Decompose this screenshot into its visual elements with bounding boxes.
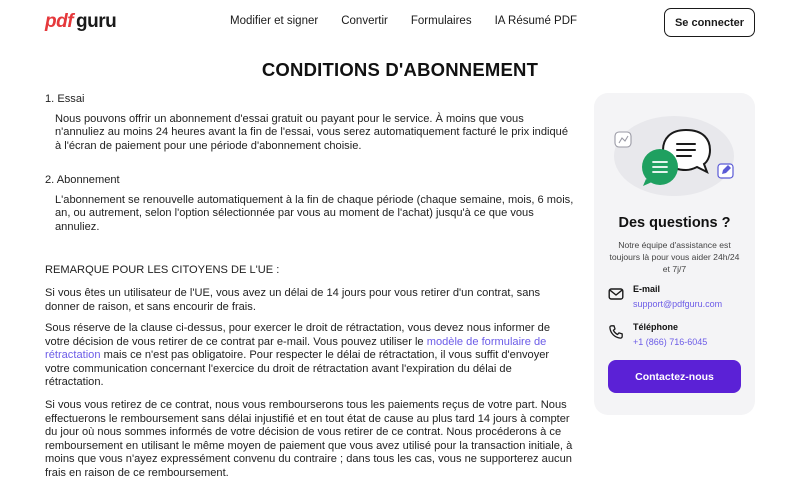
phone-link[interactable]: +1 (866) 716-6045 [633, 337, 708, 347]
logo-pdf-text: pdf [45, 11, 74, 32]
eu-paragraph-3: Si vous vous retirez de ce contrat, nous vous rembourserons tous les paiements reçus de votre part. Nous effectuerons le remboursement sans délai injustifié et en tout état de cause au plus tard 14 jours à compter du jour où nous sommes informés de votre décision de vous retirer de ce contrat. Nous procéderons à ce remboursement en utilisant le même moyen de paiement que vous avez utilisé pour la transaction initiale, à moins que vous n'ayez expressément convenu du contraire ; dans tous les cas, vous ne supporterez aucun frais en raison de ce remboursement. [45, 399, 573, 479]
support-subtitle: Notre équipe d'assistance est toujours là pour vous aider 24h/24 et 7j/7 [609, 240, 740, 274]
subscription-heading: 2. Abonnement [45, 174, 120, 186]
eu-paragraph-2 [45, 322, 565, 390]
email-contact [608, 284, 748, 314]
email-label: E-mail [633, 284, 661, 294]
support-title: Des questions ? [618, 215, 731, 231]
nav-item-convert[interactable]: Convertir [341, 15, 388, 27]
contact-us-button[interactable]: Contactez-nous [608, 360, 741, 393]
eu-notice-heading: REMARQUE POUR LES CITOYENS DE L'UE : [45, 264, 280, 276]
trial-text: Nous pouvons offrir un abonnement d'essai gratuit ou payant pour le service. À moins que vous n'annuliez au moins 24 heures avant la fin de l'essai, vous serez automatiquement facturé le prix indiqué à l'écran de paiement pour une période d'abonnement choisie. [55, 112, 568, 152]
main-nav [230, 15, 577, 27]
nav-item-edit-sign[interactable]: Modifier et signer [230, 15, 319, 27]
nav-item-ai-summary[interactable]: IA Résumé PDF [494, 15, 578, 27]
withdrawal-form-link[interactable]: modèle de formulaire de rétractation [45, 335, 547, 362]
login-button[interactable]: Se connecter [664, 8, 755, 37]
page-title: CONDITIONS D'ABONNEMENT [261, 59, 539, 80]
subscription-section [45, 174, 575, 234]
trial-heading: 1. Essai [45, 93, 85, 105]
chart-mini-icon [615, 132, 631, 147]
email-link[interactable]: support@pdfguru.com [633, 299, 723, 309]
eu-paragraph-1: Si vous êtes un utilisateur de l'UE, vous avez un délai de 14 jours pour vous retirer d'un contrat, sans donner de raison, et sans encourir de frais. [45, 287, 541, 313]
mail-icon [608, 286, 624, 302]
chat-illustration [594, 93, 755, 203]
logo-guru-text: guru [76, 11, 117, 32]
subscription-text: L'abonnement se renouvelle automatiquement à la fin de chaque période (chaque semaine, mois, 6 mois, an, ou autrement, selon l'option sélectionnée par vous au moment de l'achat) jusqu'à ce que vous annuliez. [55, 193, 574, 233]
pdfguru-logo[interactable] [45, 10, 116, 34]
eu-p2-before: Sous réserve de la clause ci-dessus, pour exercer le droit de rétractation, vous devez nous informer de votre décision de vous retirer de ce contrat par e-mail. Vous pouvez utiliser le [45, 322, 551, 348]
phone-contact [608, 322, 748, 352]
nav-item-forms[interactable]: Formulaires [410, 15, 472, 27]
site-header [0, 0, 800, 44]
phone-icon [608, 324, 624, 340]
phone-label: Téléphone [633, 322, 679, 332]
eu-p2-after: mais ce n'est pas obligatoire. Pour respecter le délai de rétractation, il vous suffit d'envoyer votre communication concernant l'exercice du droit de rétractation avant l'expiration du délai de rétractation. [45, 349, 550, 389]
support-card [594, 93, 755, 415]
edit-mini-icon [718, 164, 733, 178]
trial-section [45, 93, 575, 153]
